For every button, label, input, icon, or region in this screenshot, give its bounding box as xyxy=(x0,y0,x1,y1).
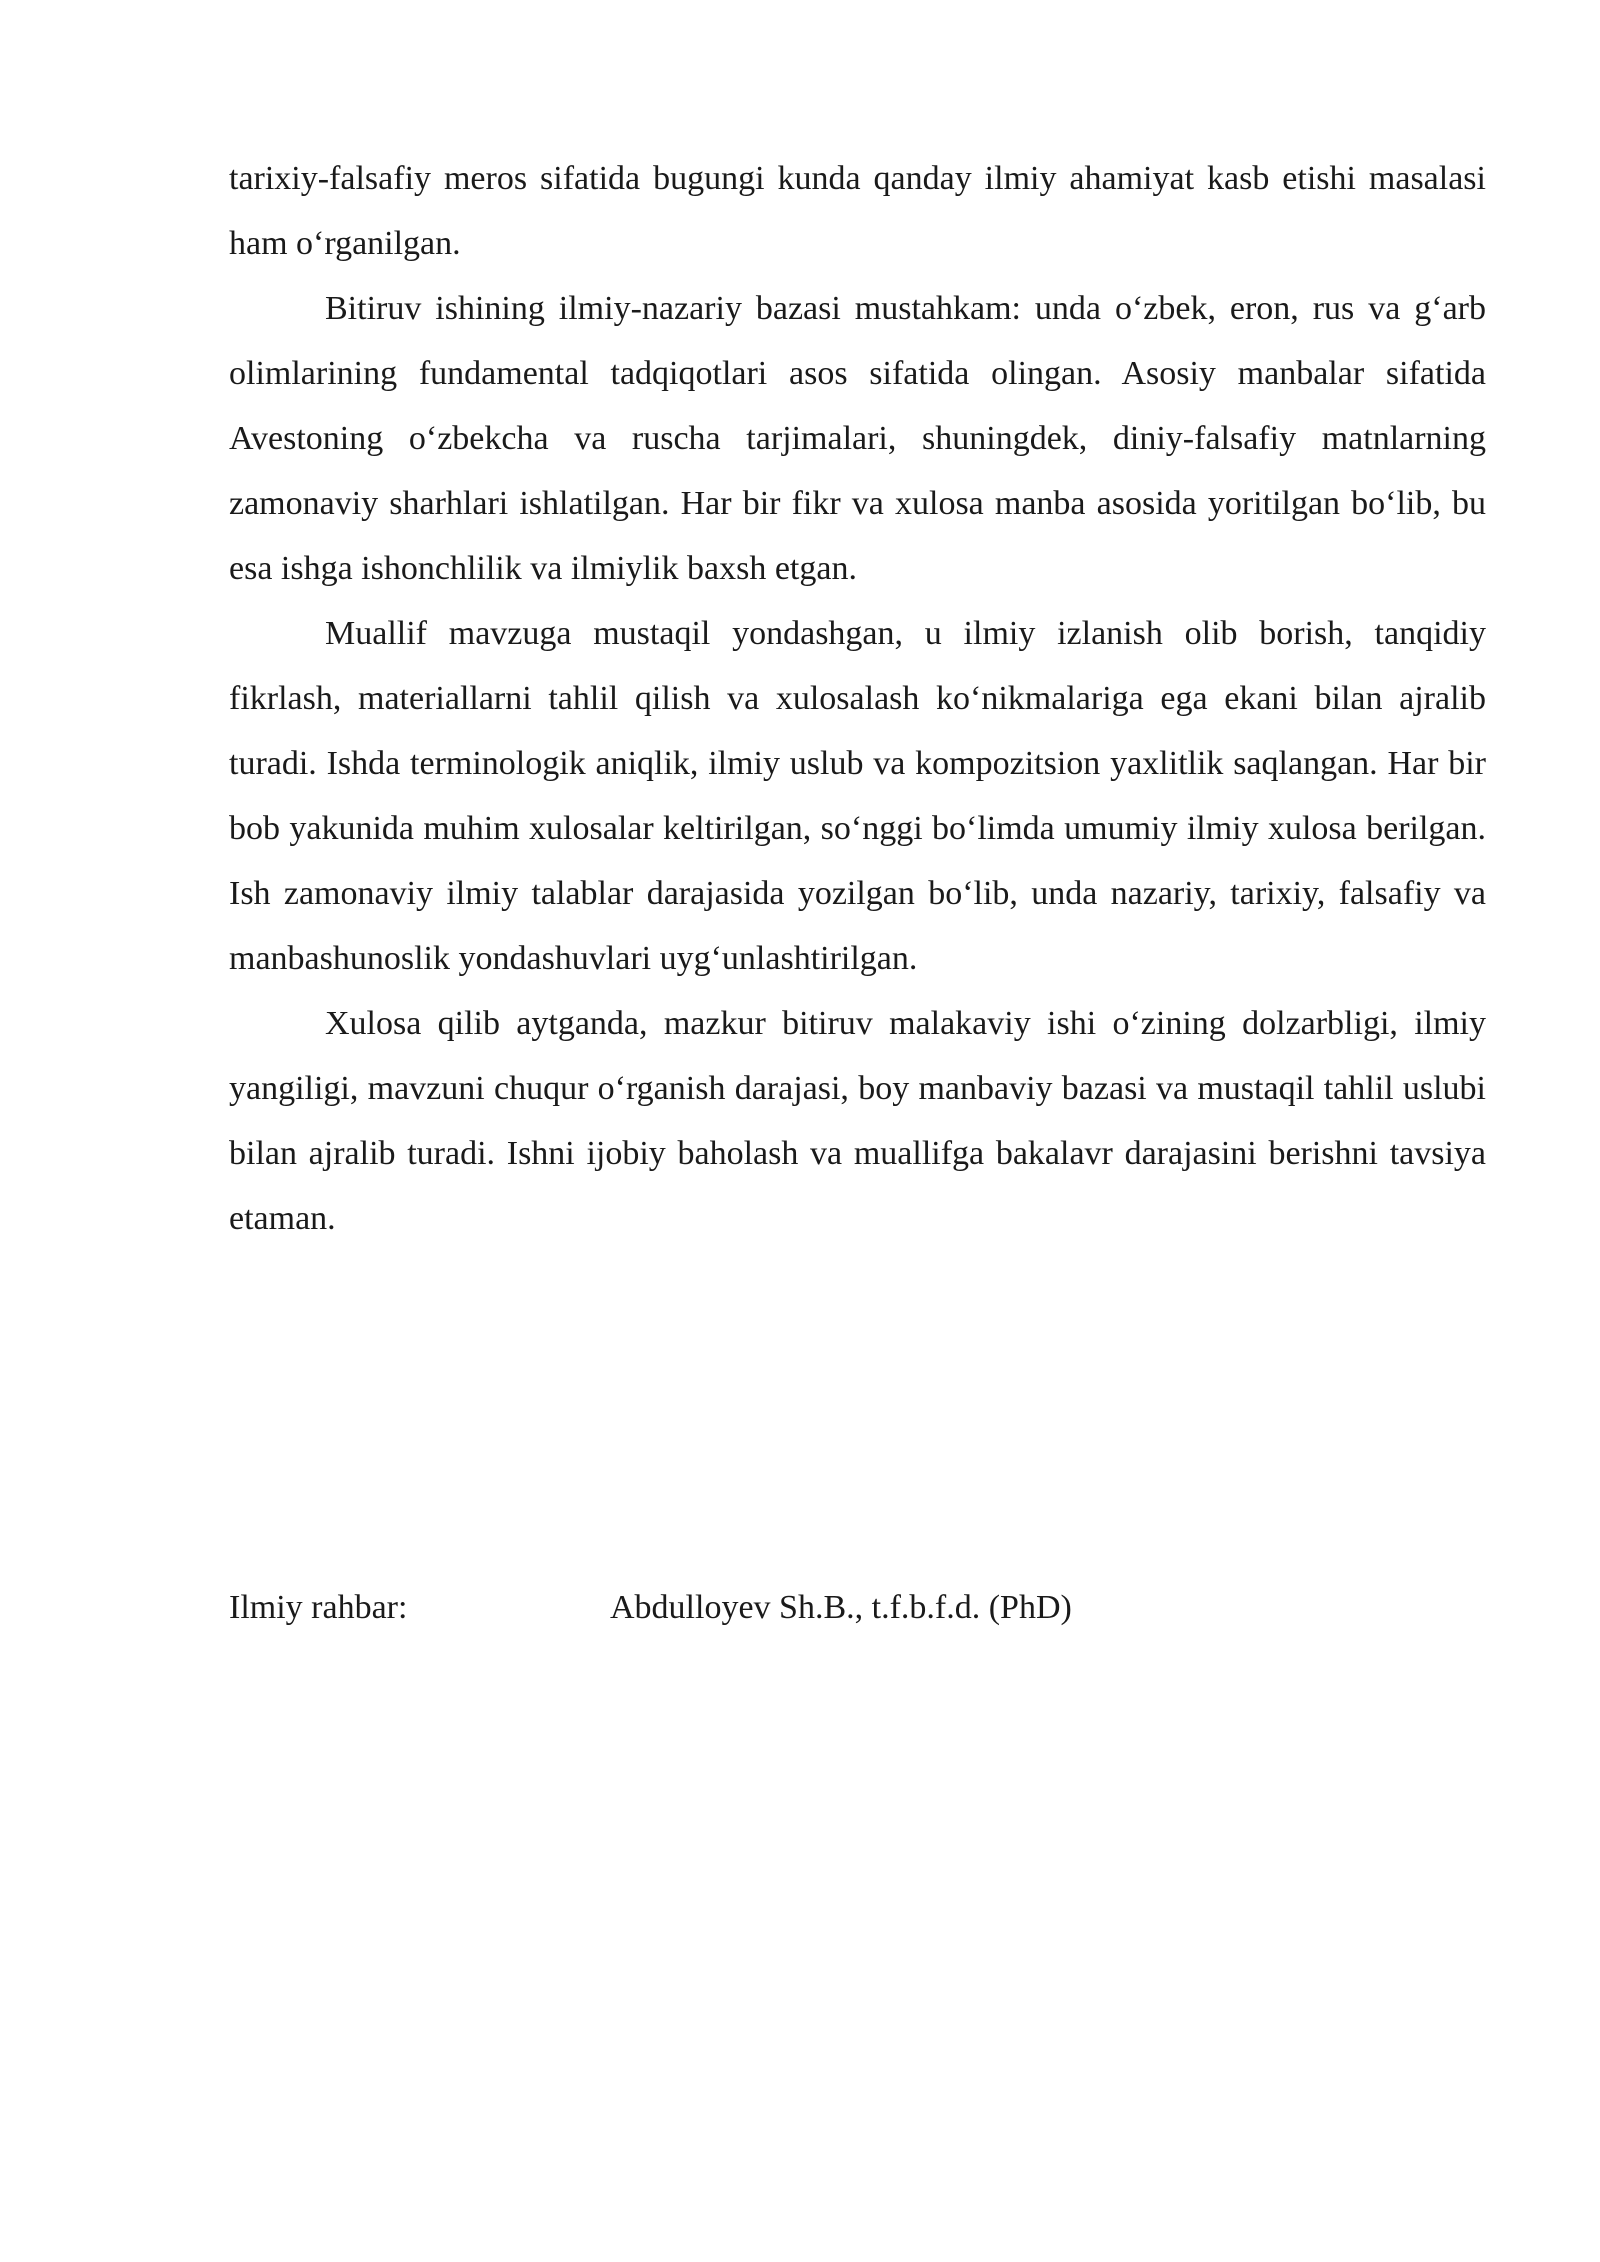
signature-block xyxy=(229,1575,1486,1640)
signature-name: Abdulloyev Sh.B., t.f.b.f.d. (PhD) xyxy=(610,1589,1072,1626)
paragraph-author-approach: Muallif mavzuga mustaqil yondashgan, u ilmiy izlanish olib borish, tanqidiy fikrlash, materiallarni tahlil qilish va xulosalash ko‘nikmalariga ega ekani bilan ajralib turadi. Ishda terminologik aniqlik, ilmiy uslub va kompozitsion yaxlitlik saqlangan. Har bir bob yakunida muhim xulosalar keltirilgan, so‘nggi bo‘limda umumiy ilmiy xulosa berilgan. Ish zamonaviy ilmiy talablar darajasida yozilgan bo‘lib, unda nazariy, tarixiy, falsafiy va manbashunoslik yondashuvlari uyg‘unlashtirilgan. xyxy=(229,615,1486,977)
paragraph-continuation: tarixiy-falsafiy meros sifatida bugungi kunda qanday ilmiy ahamiyat kasb etishi masalasi ham o‘rganilgan. xyxy=(229,160,1486,262)
document-body xyxy=(229,146,1486,1251)
paragraph-scientific-basis: Bitiruv ishining ilmiy-nazariy bazasi mustahkam: unda o‘zbek, eron, rus va g‘arb olimlarining fundamental tadqiqotlari asos sifatida olingan. Asosiy manbalar sifatida Avestoning o‘zbekcha va ruscha tarjimalari, shuningdek, diniy-falsafiy matnlarning zamonaviy sharhlari ishlatilgan. Har bir fikr va xulosa manba asosida yoritilgan bo‘lib, bu esa ishga ishonchlilik va ilmiylik baxsh etgan. xyxy=(229,290,1486,587)
signature-label: Ilmiy rahbar: xyxy=(229,1589,408,1626)
paragraph-conclusion: Xulosa qilib aytganda, mazkur bitiruv malakaviy ishi o‘zining dolzarbligi, ilmiy yangiligi, mavzuni chuqur o‘rganish darajasi, boy manbaviy bazasi va mustaqil tahlil uslubi bilan ajralib turadi. Ishni ijobiy baholash va muallifga bakalavr darajasini berishni tavsiya etaman. xyxy=(229,1005,1486,1237)
